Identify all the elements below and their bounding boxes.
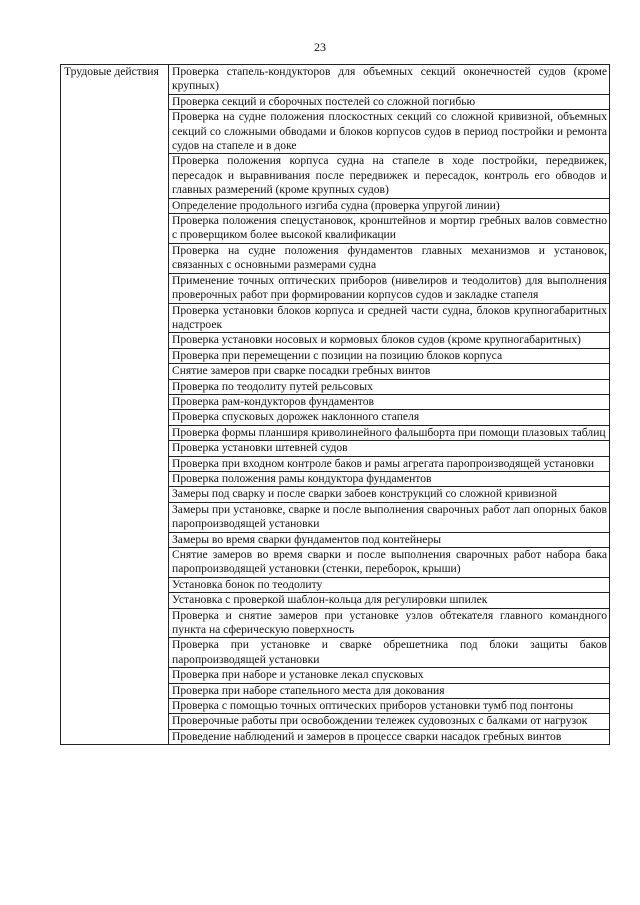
labor-action-item: Проверка и снятие замеров при установке узлов обтекателя главного командного пункта на сферическую поверхность: [169, 608, 610, 638]
labor-action-item: Проведение наблюдений и замеров в процессе сварки насадок гребных винтов: [169, 729, 610, 744]
labor-action-item: Замеры при установке, сварке и после выполнения сварочных работ лап опорных баков паропроизводящей установки: [169, 502, 610, 532]
labor-actions-table: [60, 64, 610, 745]
labor-action-item: Применение точных оптических приборов (нивелиров и теодолитов) для выполнения проверочных работ при формировании корпусов судов и закладке стапеля: [169, 273, 610, 303]
labor-action-item: Проверочные работы при освобождении тележек судовозных с балками от нагрузок: [169, 714, 610, 729]
labor-action-item: Проверка при установке и сварке обрешетника под блоки защиты баков паропроизводящей установки: [169, 638, 610, 668]
labor-action-item: Снятие замеров во время сварки и после выполнения сварочных работ набора бака паропроизводящей установки (стенки, переборок, крыши): [169, 548, 610, 578]
labor-action-item: Проверка на судне положения плоскостных секций со сложной кривизной, объемных секций со сложными обводами и блоков корпусов судов в период постройки и ремонта судов на стапеле и в доке: [169, 110, 610, 154]
labor-action-item: Проверка с помощью точных оптических приборов установки тумб под понтоны: [169, 699, 610, 714]
labor-action-item: Установка бонок по теодолиту: [169, 577, 610, 592]
page-number: 23: [314, 40, 326, 54]
labor-action-item: Проверка положения корпуса судна на стапеле в ходе постройки, передвижек, пересадок и выравнивания после передвижек и пересадок, контроль его обводов и главных размерений (кроме крупных судов): [169, 154, 610, 198]
labor-action-item: Проверка формы планширя криволинейного фальшборта при помощи плазовых таблиц: [169, 425, 610, 440]
labor-action-item: Проверка при перемещении с позиции на позицию блоков корпуса: [169, 348, 610, 363]
table-body: [61, 65, 610, 745]
row-label-labor-actions: Трудовые действия: [61, 65, 169, 745]
labor-action-item: Проверка при наборе стапельного места для докования: [169, 683, 610, 698]
labor-action-item: Проверка спусковых дорожек наклонного стапеля: [169, 410, 610, 425]
table-row: [61, 65, 610, 95]
labor-action-item: Проверка установки блоков корпуса и средней части судна, блоков крупногабаритных надстроек: [169, 303, 610, 333]
labor-action-item: Проверка секций и сборочных постелей со сложной погибью: [169, 94, 610, 109]
labor-action-item: Проверка при входном контроле баков и рамы агрегата паропроизводящей установки: [169, 456, 610, 471]
labor-action-item: Проверка по теодолиту путей рельсовых: [169, 379, 610, 394]
labor-action-item: Проверка положения рамы кондуктора фундаментов: [169, 471, 610, 486]
labor-action-item: Замеры под сварку и после сварки забоев конструкций со сложной кривизной: [169, 487, 610, 502]
labor-action-item: Проверка при наборе и установке лекал спусковых: [169, 668, 610, 683]
labor-action-item: Проверка стапель-кондукторов для объемных секций оконечностей судов (кроме крупных): [169, 65, 610, 95]
labor-action-item: Установка с проверкой шаблон-кольца для регулировки шпилек: [169, 593, 610, 608]
labor-action-item: Проверка положения спецустановок, кронштейнов и мортир гребных валов совместно с проверщиком более высокой квалификации: [169, 214, 610, 244]
labor-action-item: Проверка на судне положения фундаментов главных механизмов и установок, связанных с основными размерами судна: [169, 243, 610, 273]
labor-action-item: Проверка установки штевней судов: [169, 441, 610, 456]
labor-action-item: Определение продольного изгиба судна (проверка упругой линии): [169, 198, 610, 213]
labor-action-item: Проверка установки носовых и кормовых блоков судов (кроме крупногабаритных): [169, 333, 610, 348]
labor-action-item: Снятие замеров при сварке посадки гребных винтов: [169, 364, 610, 379]
labor-action-item: Замеры во время сварки фундаментов под контейнеры: [169, 532, 610, 547]
labor-action-item: Проверка рам-кондукторов фундаментов: [169, 394, 610, 409]
